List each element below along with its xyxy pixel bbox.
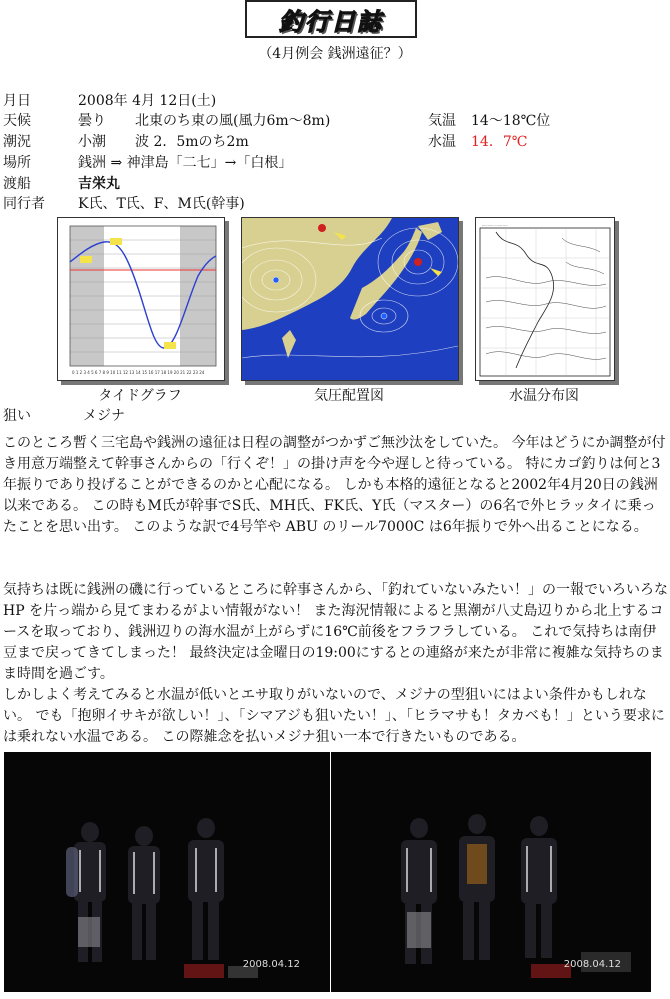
svg-text:.......... ....... ....: .......... ....... .... [482,223,508,227]
air-temp-label: 気温 [428,113,456,129]
body-paragraph-1-text: このところ暫く三宅島や銭洲の遠征は日程の調整がつかずご無沙汰をしていた。 今年はどうにか調整が付き用意万端整えて幹事さんからの「行くぞ！」の掛け声を今や遅しと待っている。 特にカゴ釣りは何と3年振りであり投げることができるのかと心配になる。 しかも本格的遠征となると2002年4月20日の銭洲以来である。 この時もM氏が幹事でS氏、MH氏、FK氏、Y氏（マスター）の6名で外ヒラッタイに乗ったことを思い出す。 このような訳で4号竿や ABU のリール7000C は6年振りで外へ出ることになる。 [3,435,666,535]
title-box [245,0,417,38]
photo-1-date: 2008.04.12 [242,959,300,970]
tide-graph-caption: タイドグラフ [98,388,182,404]
photo-group-1 [4,752,330,992]
boat-value: 吉栄丸 [78,176,120,192]
photo-2-date: 2008.04.12 [563,959,621,970]
pressure-map-caption: 気圧配置図 [314,388,384,404]
tide-graph [57,217,225,381]
water-temp-map-caption: 水温分布図 [509,388,579,404]
body-paragraph-2-text: 気持ちは既に銭洲の磯に行っているところに幹事さんから、「釣れていないみたい！」の一報でいろいろな HP を片っ端から見てまわるがよい情報がない！ また海況情報によると黒潮が八丈島辺りから北上するコースを取っており、銭洲辺りの海水温が上がらずに16℃前後をフラフラしている。 これで気持ちは南伊豆まで戻ってきてしまった！ 最終決定は金曜日の19:00にするとの連絡が来たが非常に複雑な気持ちのまま時間を過ごす。 [3,582,668,682]
page-title: 釣行日誌 [279,6,383,36]
water-temp-label: 水温 [428,134,456,150]
place-value: 銭洲 ⇒ 神津島「二七」→「白根」 [78,155,293,171]
target-value: メジナ [83,408,125,424]
body-paragraph-3-text: しかしよく考えてみると水温が低いとエサ取りがいないので、メジナの型狙いにはよい条件かもしれない。 でも「抱卵イサキが欲しい！」、「シマアジも狙いたい！」、「ヒラマサも！タカベも！」という要求には乗れない水温である。 この際雑念を払いメジナ狙い一本で行きたいものである。 [3,687,665,745]
air-temp-value: 14～18℃位 [471,113,551,129]
tide-value: 小潮 [78,134,106,150]
weather-value: 曇り [78,113,106,129]
companions-label: 同行者 [3,196,45,212]
page-subtitle: （4月例会 銭洲遠征？） [258,46,412,62]
tide-label: 潮況 [3,134,31,150]
companions-value: K氏、T氏、F、M氏(幹事) [78,196,245,212]
svg-text:0 1 2 3 4 5 6 7 8 9 10 11 12 1: 0 1 2 3 4 5 6 7 8 9 10 11 12 13 14 15 16 17 18 19 20 21 22 23 24 [72,370,205,375]
water-temp-value: 14．7℃ [471,134,528,150]
water-temp-map [475,217,615,381]
date-value: 2008年 4月 12日(土) [78,93,217,109]
target-label: 狙い [3,408,31,424]
place-label: 場所 [3,155,31,171]
pressure-map [241,217,459,381]
body-paragraph-3 [3,685,669,748]
photo-group-2 [331,752,651,992]
date-label: 月日 [3,93,31,109]
boat-label: 渡船 [3,176,31,192]
body-paragraph-2 [3,580,669,685]
wave-value: 波 2．5mのち2m [135,134,249,150]
wind-value: 北東のち東の風(風力6m～8m) [135,113,331,129]
body-paragraph-1 [3,433,669,538]
weather-label: 天候 [3,113,31,129]
